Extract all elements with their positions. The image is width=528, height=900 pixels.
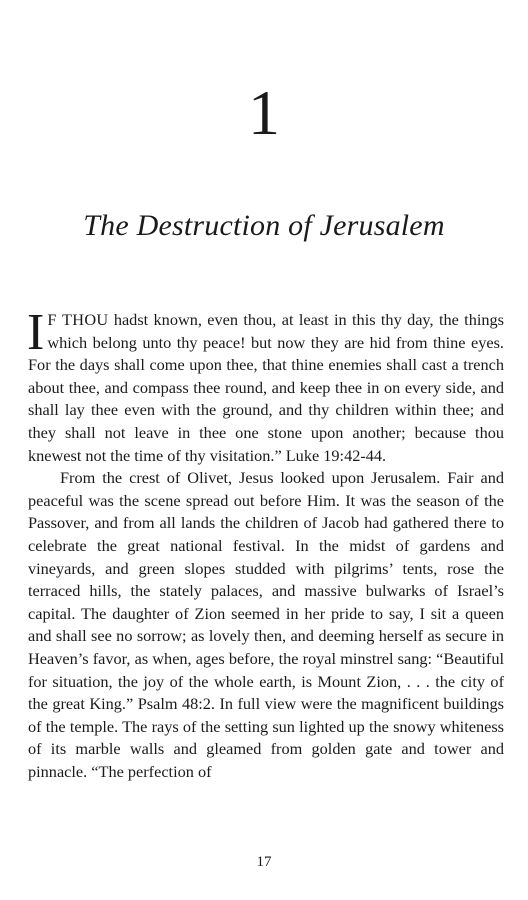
- epigraph-paragraph: [27, 304, 504, 467]
- drop-cap: I: [27, 304, 45, 361]
- epigraph-lead-caps: F THOU: [47, 310, 109, 329]
- chapter-body: [27, 304, 504, 783]
- page-number: 17: [256, 854, 272, 870]
- body-paragraph: From the crest of Olivet, Jesus looked upon Jerusalem. Fair and peaceful was the scene spread out before Him. It was the season of the Passover, and from all lands the children of Jacob had gathered there to celebrate the great national festival. In the midst of gardens and vineyards, and green slopes studded with pilgrims’ tents, rose the terraced hills, the stately palaces, and massive bulwarks of Israel’s capital. The daughter of Zion seemed in her pride to say, I sit a queen and shall see no sorrow; as lovely then, and deeming herself as secure in Heaven’s favor, as when, ages before, the royal minstrel sang: “Beautiful for situation, the joy of the whole earth, is Mount Zion, . . . the city of the great King.” Psalm 48:2. In full view were the magnificent buildings of the temple. The rays of the setting sun lighted up the snowy whiteness of its marble walls and gleamed from golden gate and tower and pinnacle. “The perfection of: [28, 468, 504, 781]
- chapter-number: 1: [248, 77, 280, 148]
- epigraph-text: hadst known, even thou, at least in this thy day, the things which belong unto thy peace! but now they are hid from thine eyes. For the days shall come upon thee, that thine enemies shall cast a trench about thee, and compass thee round, and keep thee in on every side, and shall lay thee even with the ground, and thy children within thee; and they shall not leave in thee one stone upon another; because thou knewest not the time of thy visitation.” Luke 19:42-44.: [28, 310, 504, 465]
- chapter-title: The Destruction of Jerusalem: [83, 209, 445, 242]
